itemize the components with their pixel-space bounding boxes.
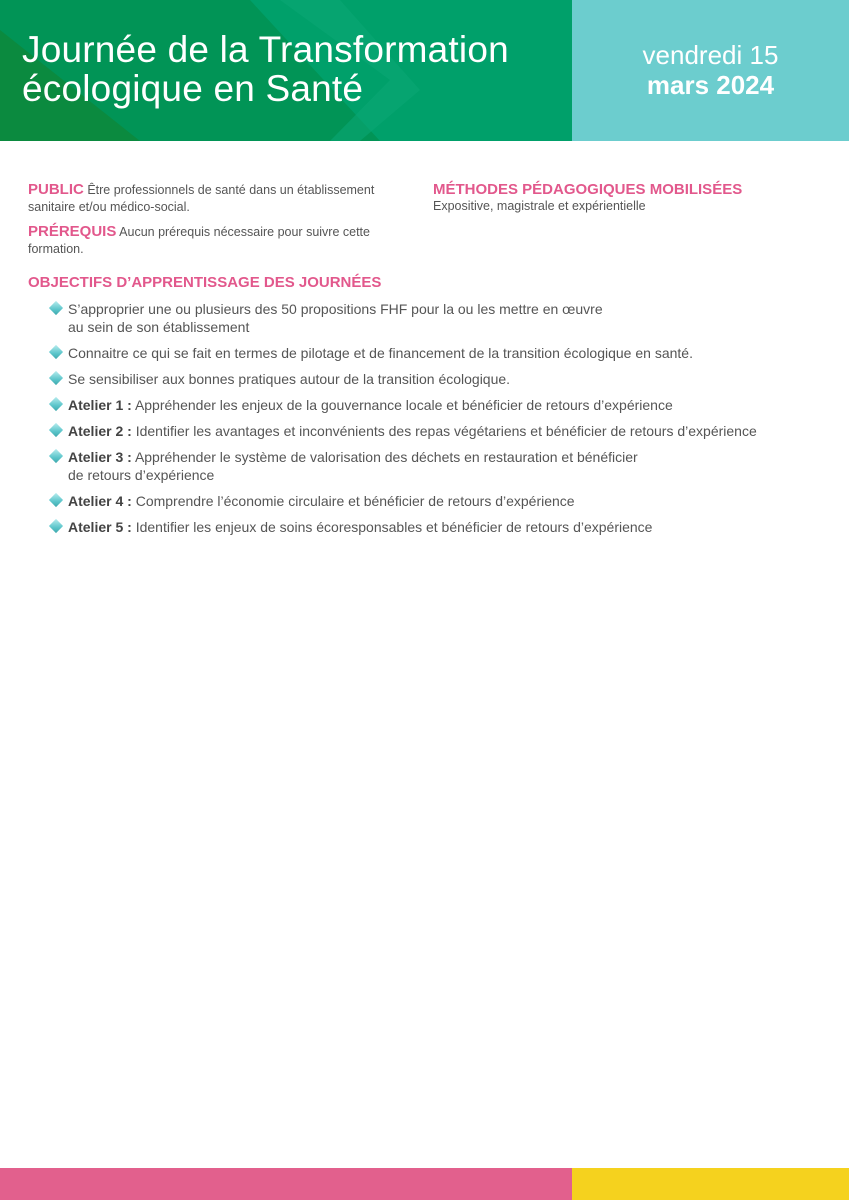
page-title: [22, 30, 509, 108]
title-line-1: Journée de la Transformation: [22, 29, 509, 70]
prerequis-label: PRÉREQUIS: [28, 223, 117, 240]
footer-yellow-band: [572, 1168, 849, 1200]
objective-item: [50, 518, 840, 536]
objective-text: Identifier les avantages et inconvénients des repas végétariens et bénéficier de retours d’expérience: [135, 423, 757, 439]
diamond-bullet-icon: [49, 449, 63, 463]
objectives-list: [50, 300, 840, 544]
objective-text: Connaitre ce qui se fait en termes de pilotage et de financement de la transition écologique en santé.: [68, 345, 693, 361]
objective-text: S’approprier une ou plusieurs des 50 propositions FHF pour la ou les mettre en œuvre: [68, 301, 603, 317]
objective-atelier-label: Atelier 2 :: [68, 423, 132, 439]
objective-atelier-label: Atelier 5 :: [68, 519, 132, 535]
objective-text: Appréhender le système de valorisation des déchets en restauration et bénéficier: [134, 449, 638, 465]
public-section: [28, 181, 418, 216]
event-date: [572, 40, 849, 100]
diamond-bullet-icon: [49, 301, 63, 315]
objective-text: Appréhender les enjeux de la gouvernance locale et bénéficier de retours d’expérience: [134, 397, 673, 413]
diamond-bullet-icon: [49, 493, 63, 507]
methodes-text: Expositive, magistrale et expérientielle: [433, 199, 646, 213]
diamond-bullet-icon: [49, 519, 63, 533]
objective-item: [50, 492, 840, 510]
diamond-bullet-icon: [49, 423, 63, 437]
diamond-bullet-icon: [49, 371, 63, 385]
objective-atelier-label: Atelier 3 :: [68, 449, 132, 465]
objective-atelier-label: Atelier 4 :: [68, 493, 132, 509]
footer-pink-band: [0, 1168, 572, 1200]
event-month: mars 2024: [646, 70, 775, 100]
public-text: Être professionnels de santé dans un établissement sanitaire et/ou médico-social.: [28, 183, 375, 214]
public-label: PUBLIC: [28, 181, 84, 198]
objective-item: [50, 422, 840, 440]
header-banner: [0, 0, 849, 141]
objective-item: [50, 370, 840, 388]
objective-text-continued: de retours d’expérience: [68, 467, 215, 483]
objective-item: [50, 396, 840, 414]
prerequis-text: Aucun prérequis nécessaire pour suivre cette formation.: [28, 225, 370, 256]
objective-item: [50, 344, 840, 362]
objective-item: [50, 448, 840, 484]
prerequis-section: [28, 223, 418, 258]
methodes-label: MÉTHODES PÉDAGOGIQUES MOBILISÉES: [433, 181, 743, 198]
title-line-2: écologique en Santé: [22, 68, 364, 109]
objective-item: [50, 300, 840, 336]
objective-text: Se sensibiliser aux bonnes pratiques autour de la transition écologique.: [68, 371, 511, 387]
info-right-column: [433, 181, 813, 215]
info-left-column: [28, 181, 418, 265]
objective-atelier-label: Atelier 1 :: [68, 397, 132, 413]
header-title-panel: [0, 0, 572, 141]
objectives-title: OBJECTIFS D’APPRENTISSAGE DES JOURNÉES: [28, 274, 382, 291]
objective-text: Comprendre l’économie circulaire et bénéficier de retours d’expérience: [135, 493, 575, 509]
objective-text-continued: au sein de son établissement: [68, 319, 250, 335]
diamond-bullet-icon: [49, 345, 63, 359]
header-date-panel: [572, 0, 849, 141]
objective-text: Identifier les enjeux de soins écoresponsables et bénéficier de retours d’expérience: [135, 519, 653, 535]
event-day: vendredi 15: [642, 40, 779, 70]
diamond-bullet-icon: [49, 397, 63, 411]
